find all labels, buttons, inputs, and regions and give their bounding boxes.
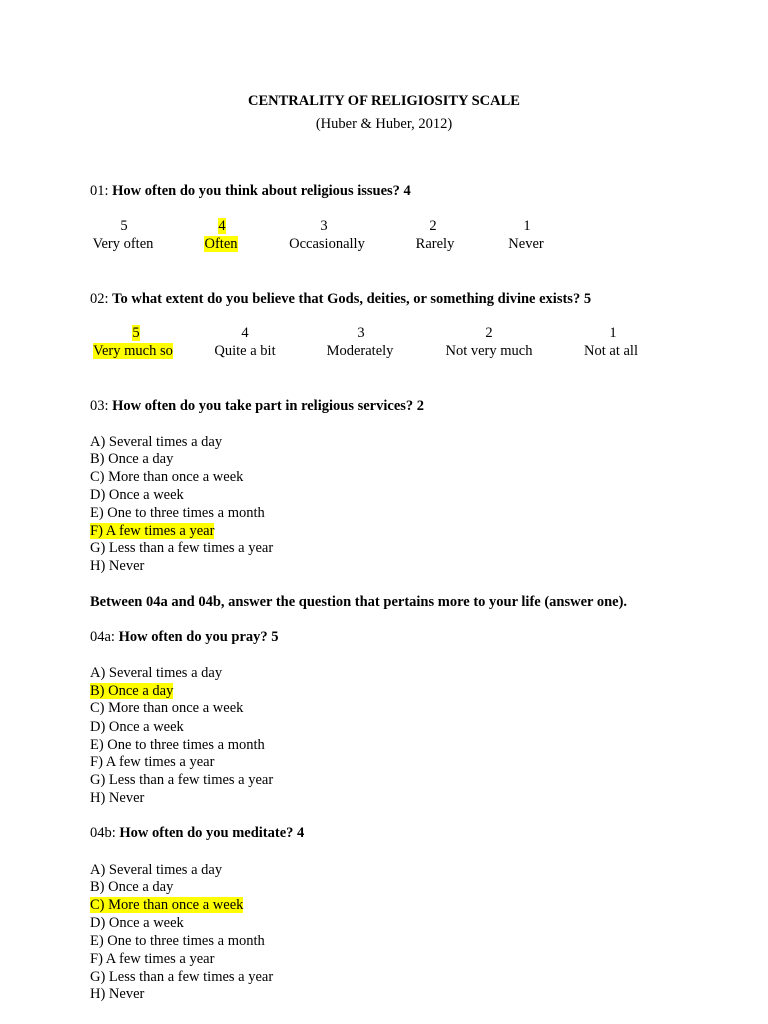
scale-value: 2 [485, 325, 493, 341]
option-e: E) One to three times a month [90, 933, 265, 949]
scale-value: 2 [429, 218, 437, 234]
scale-value: 1 [523, 218, 531, 234]
scale-label: Very often [92, 236, 154, 252]
option-b: B) Once a day [90, 879, 174, 895]
scale-label-selected: Often [204, 236, 238, 252]
scale-label: Not very much [445, 343, 533, 359]
option-g: G) Less than a few times a year [90, 969, 274, 985]
option-d: D) Once a week [90, 487, 184, 503]
question-text: How often do you meditate? 4 [119, 825, 305, 841]
scale-label-selected: Very much so [93, 343, 173, 359]
option-b-selected: B) Once a day [90, 683, 174, 699]
question-text: To what extent do you believe that Gods, deities, or something divine exists? 5 [112, 291, 592, 307]
option-c-selected: C) More than once a week [90, 897, 244, 913]
scale-label: Not at all [584, 343, 638, 359]
question-04a [90, 629, 279, 646]
option-g: G) Less than a few times a year [90, 772, 274, 788]
question-04b [90, 825, 304, 842]
option-e: E) One to three times a month [90, 737, 265, 753]
option-b: B) Once a day [90, 451, 174, 467]
option-f: F) A few times a year [90, 951, 215, 967]
instruction-text: Between 04a and 04b, answer the question that pertains more to your life (answer one). [90, 594, 628, 610]
scale-label: Quite a bit [214, 343, 276, 359]
document-citation: (Huber & Huber, 2012) [315, 116, 453, 132]
question-text: How often do you think about religious issues? 4 [112, 183, 411, 199]
option-a: A) Several times a day [90, 665, 223, 681]
scale-label: Moderately [326, 343, 394, 359]
scale-label: Occasionally [289, 236, 365, 252]
scale-value-selected: 4 [218, 218, 226, 234]
scale-value: 1 [609, 325, 617, 341]
question-01 [90, 183, 411, 200]
question-number: 04a: [90, 629, 115, 645]
scale-label: Rarely [415, 236, 455, 252]
question-number: 01: [90, 183, 109, 199]
option-d: D) Once a week [90, 719, 184, 735]
scale-value: 3 [357, 325, 365, 341]
option-h: H) Never [90, 558, 145, 574]
option-h: H) Never [90, 790, 145, 806]
question-02 [90, 291, 591, 308]
option-d: D) Once a week [90, 915, 184, 931]
option-c: C) More than once a week [90, 700, 244, 716]
option-a: A) Several times a day [90, 862, 223, 878]
scale-label: Never [508, 236, 544, 252]
question-number: 02: [90, 291, 109, 307]
scale-value-selected: 5 [132, 325, 140, 341]
document-title: CENTRALITY OF RELIGIOSITY SCALE [248, 93, 520, 109]
question-text: How often do you take part in religious services? 2 [112, 398, 425, 414]
option-f: F) A few times a year [90, 754, 215, 770]
option-c: C) More than once a week [90, 469, 244, 485]
scale-value: 5 [120, 218, 128, 234]
option-a: A) Several times a day [90, 434, 223, 450]
option-f-selected: F) A few times a year [90, 523, 215, 539]
question-text: How often do you pray? 5 [118, 629, 279, 645]
scale-value: 4 [241, 325, 249, 341]
question-03 [90, 398, 424, 415]
option-g: G) Less than a few times a year [90, 540, 274, 556]
question-number: 03: [90, 398, 109, 414]
option-e: E) One to three times a month [90, 505, 265, 521]
question-number: 04b: [90, 825, 116, 841]
scale-value: 3 [320, 218, 328, 234]
option-h: H) Never [90, 986, 145, 1002]
